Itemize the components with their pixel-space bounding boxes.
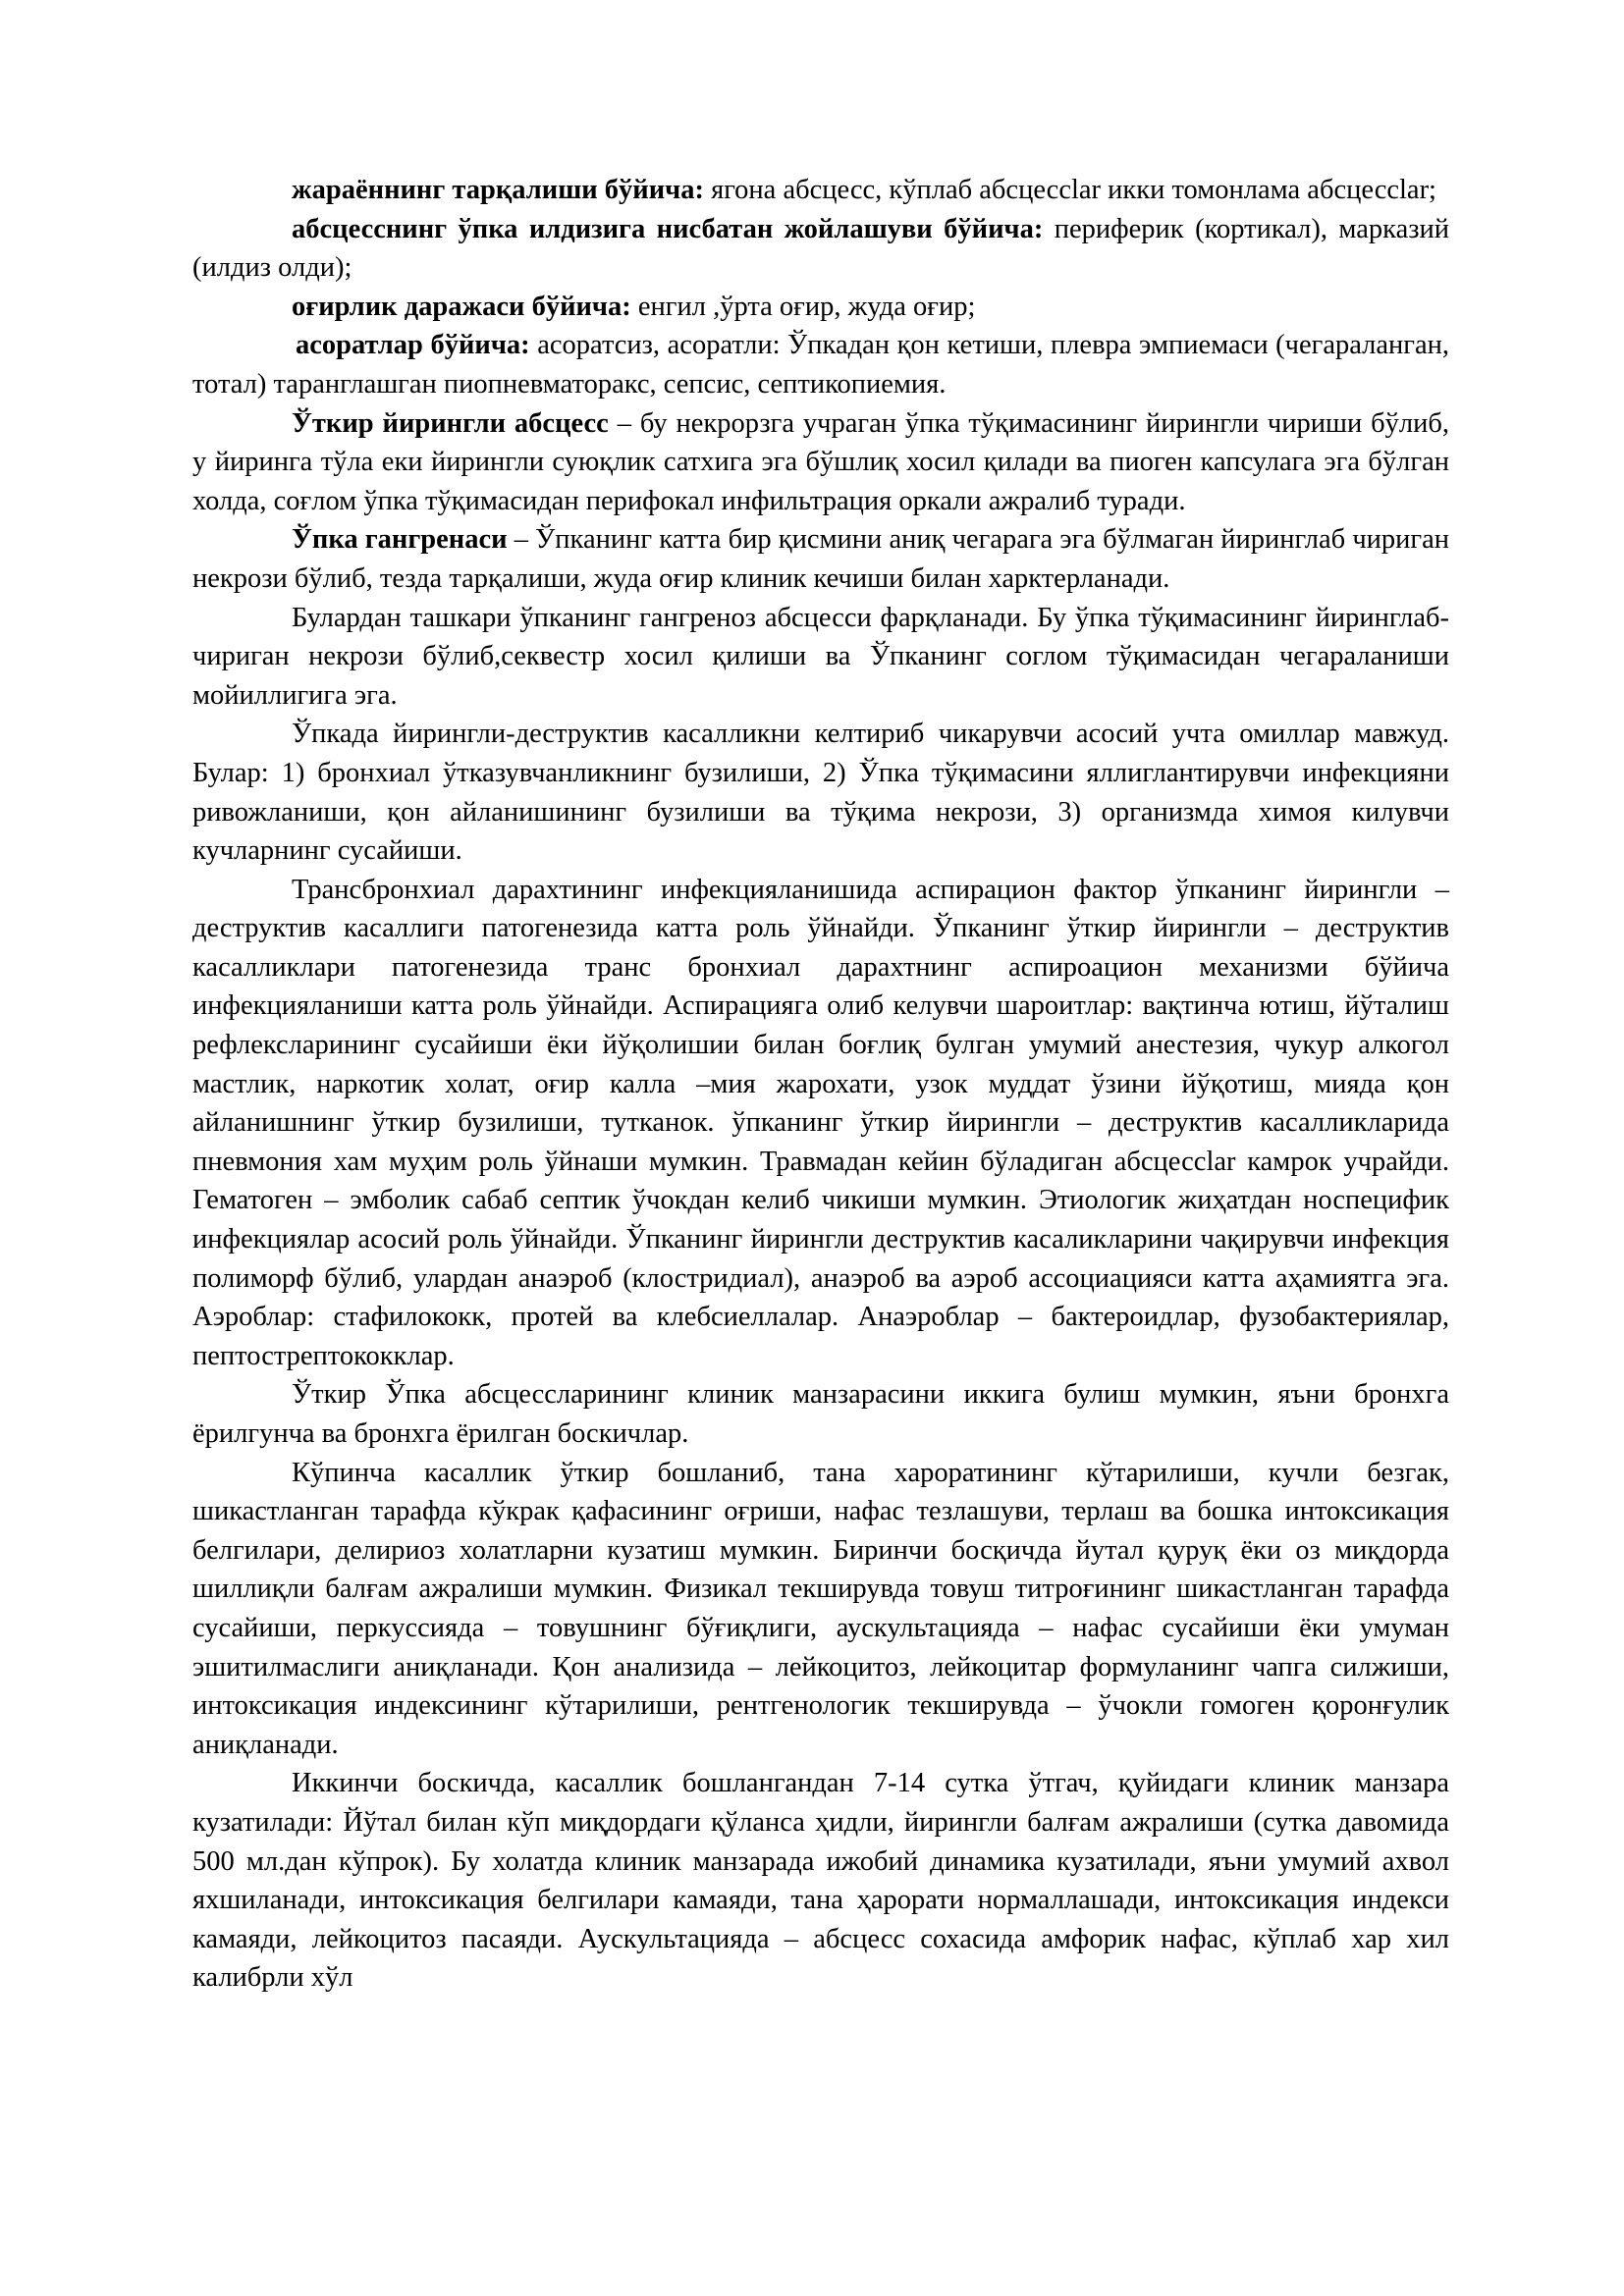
paragraph-text: Трансбронхиал дарахтининг инфекцияланишида аспирацион фактор ўпканинг йирингли – деструктив касаллиги патогенезида катта роль ўйнайди. Ўпканинг ўткир йирингли – деструктив касалликлари патогенезида транс бронхиал дарахтнинг аспироацион механизми бўйича инфекцияланиши катта роль ўйнайди. Аспирацияга олиб келувчи шароитлар: вақтинча ютиш, йўталиш рефлексларининг сусайиши ёки йўқолишии билан боғлиқ булган умумий анестезия, чукур алкогол мастлик, наркотик холат, оғир калла –мия жарохати, узок муддат ўзини йўқотиш, мияда қон айланишнинг ўткир бузилиши, тутканок. ўпканинг ўткир йирингли – деструктив касалликларида пневмония хам муҳим роль ўйнаши мумкин. Травмадан кейин бўладиган абсцессlar камрок учрайди. Гематоген – эмболик сабаб септик ўчокдан келиб чикиши мумкин. Этиологик жиҳатдан носпецифик инфекциялар асосий роль ўйнайди. Ўпканинг йирингли деструктив касаликларини чақирувчи инфекция полиморф бўлиб, улардан анаэроб (клостридиал), анаэроб ва аэроб ассоциацияси катта аҳамиятга эга. Аэроблар: стафилококк, протей ва клебсиеллалар. Анаэроблар – бактероидлар, фузобактериялар, пептострептококклар. [192, 874, 1449, 1371]
paragraph-text: енгил ,ўрта оғир, жуда оғир; [630, 291, 976, 322]
paragraph-text: Иккинчи боскичда, касаллик бошлангандан 7-14 сутка ўтгач, қуйидаги клиник манзара кузатилади: Йўтал билан кўп миқдордаги қўланса ҳидли, йирингли балғам ажралиши (сутка давомида 500 мл.дан кўпрок). Бу холатда клиник манзарада ижобий динамика кузатилади, яъни умумий ахвол яхшиланади, интоксикация белгилари камаяди, тана ҳарорати нормаллашади, интоксикация индекси камаяди, лейкоцитоз пасаяди. Аускультацияда – абсцесс сохасида амфорик нафас, кўплаб хар хил калибрли хўл [192, 1768, 1449, 1994]
paragraph-acute-abscess-definition [192, 404, 1449, 521]
paragraph-text: ягона абсцесс, кўплаб абсцессlar икки томонлама абсцессlar; [703, 175, 1436, 205]
bold-lead: оғирлик даражаси бўйича: [292, 291, 631, 322]
paragraph-gangrenous-abscess [192, 599, 1449, 716]
paragraph-text: Кўпинча касаллик ўткир бошланиб, тана хароратининг кўтарилиши, кучли безгак, шикастланган тарафда кўкрак қафасининг оғриши, нафас тезлашуви, терлаш ва бошка интоксикация белгилари, делириоз холатларни кузатиш мумкин. Биринчи босқичда йутал қуруқ ёки оз миқдорда шиллиқли балғам ажралиши мумкин. Физикал текширувда товуш титроғининг шикастланган тарафда сусайиши, перкуссияда – товушнинг бўғиқлиги, аускультацияда – нафас сусайиши ёки умуман эшитилмаслиги аниқланади. Қон анализида – лейкоцитоз, лейкоцитар формуланинг чапга силжиши, интоксикация индексининг кўтарилиши, рентгенологик текширувда – ўчокли гомоген қоронғулик аниқланади. [192, 1457, 1449, 1760]
paragraph-severity-classification [192, 288, 1449, 327]
paragraph-text: Булардан ташкари ўпканинг гангреноз абсцесси фарқланади. Бу ўпка тўқимасининг йиринглаб-чириган некрози бўлиб,секвестр хосил қилиши ва Ўпканинг соглом тўқимасидан чегараланиши мойиллигига эга. [192, 602, 1449, 711]
bold-lead: жараённинг тарқалиши бўйича: [292, 175, 704, 205]
bold-lead: асоратлар бўйича: [296, 330, 530, 361]
paragraph-spread-classification [192, 171, 1449, 210]
paragraph-text: – Ўпканинг катта бир қисмини аниқ чегарага эга бўлмаган йиринглаб чириган некрози бўлиб, тезда тарқалиши, жуда оғир клиник кечиши билан харктерланади. [192, 524, 1450, 594]
paragraph-text: Ўткир Ўпка абсцессларининг клиник манзарасини иккига булиш мумкин, яъни бронхга ёрилгунча ва бронхга ёрилган боскичлар. [192, 1379, 1449, 1449]
bold-lead: Ўткир йирингли абсцесс [292, 407, 609, 439]
paragraph-location-classification [192, 210, 1449, 288]
paragraph-gangrene-definition [192, 520, 1449, 598]
document-page [192, 171, 1449, 1998]
paragraph-pathogenesis [192, 871, 1449, 1376]
paragraph-clinical-stages [192, 1375, 1449, 1453]
paragraph-text: – бу некрорзга учраган ўпка тўқимасининг йирингли чириши бўлиб, у йиринга тўла еки йирингли суюқлик сатхига эга бўшлиқ хосил қилади ва пиоген капсулага эга бўлган холда, соғлом ўпка тўқимасидан перифокал инфильтрация оркали ажралиб туради. [192, 407, 1449, 516]
paragraph-main-factors [192, 715, 1449, 870]
bold-lead: Ўпка гангренаси [292, 524, 508, 556]
paragraph-text: Ўпкада йирингли-деструктив касалликни келтириб чикарувчи асосий учта омиллар мавжуд. Булар: 1) бронхиал ўтказувчанликнинг бузилиши, 2) Ўпка тўқимасини яллиглантирувчи инфекцияни ривожланиши, қон айланишининг бузилиши ва тўқима некрози, 3) организмда химоя килувчи кучларнинг сусайиши. [192, 719, 1449, 867]
paragraph-text: асоратсиз, асоратли: Ўпкадан қон кетиши, плевра эмпиемаси (чегараланган, тотал) таранглашган пиопневматоракс, сепсис, септикопиемия. [192, 330, 1449, 400]
paragraph-complications-classification [192, 326, 1449, 403]
paragraph-first-stage [192, 1454, 1449, 1765]
paragraph-text: периферик (кортикал), марказий (илдиз олди); [192, 213, 1449, 284]
paragraph-second-stage [192, 1764, 1449, 1998]
bold-lead: абсцесснинг ўпка илдизига нисбатан жойлашуви бўйича: [292, 213, 1044, 244]
